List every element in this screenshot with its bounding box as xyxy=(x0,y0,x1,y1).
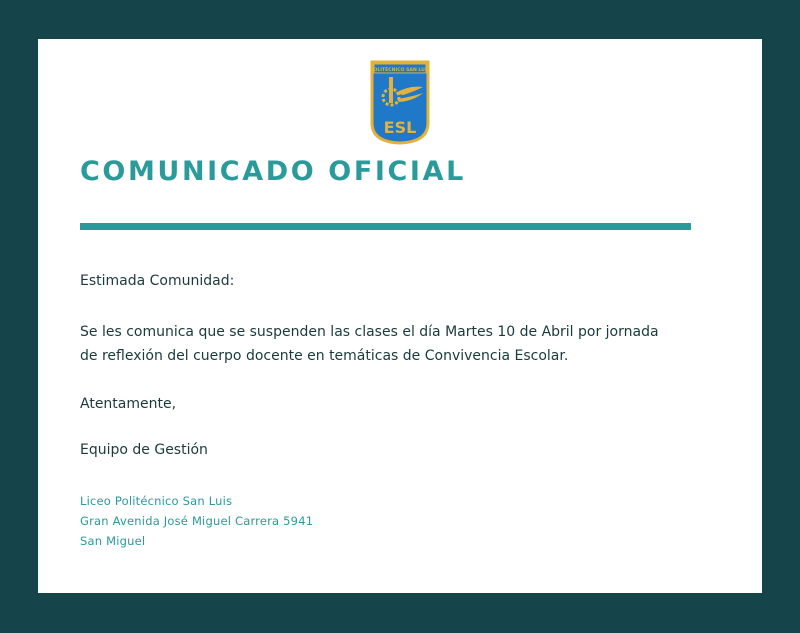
svg-text:ESL: ESL xyxy=(383,118,417,137)
message-line-1: Se les comunica que se suspenden las clases el día Martes 10 de Abril por jornada xyxy=(80,324,659,340)
footer-street: Gran Avenida José Miguel Carrera 5941 xyxy=(80,514,314,528)
svg-text:POLITÉCNICO SAN LUIS: POLITÉCNICO SAN LUIS xyxy=(370,68,430,73)
page-title: COMUNICADO OFICIAL xyxy=(80,156,466,187)
school-crest-icon xyxy=(369,59,431,145)
footer-institution: Liceo Politécnico San Luis xyxy=(80,494,233,508)
message-body xyxy=(80,320,659,368)
title-divider xyxy=(80,223,691,230)
signature: Equipo de Gestión xyxy=(80,442,208,458)
closing: Atentamente, xyxy=(80,396,177,412)
footer-city: San Miguel xyxy=(80,534,146,548)
message-line-2: de reflexión del cuerpo docente en temáticas de Convivencia Escolar. xyxy=(80,348,569,364)
footer-address xyxy=(80,491,313,551)
notice-card xyxy=(38,39,762,593)
greeting: Estimada Comunidad: xyxy=(80,273,235,289)
